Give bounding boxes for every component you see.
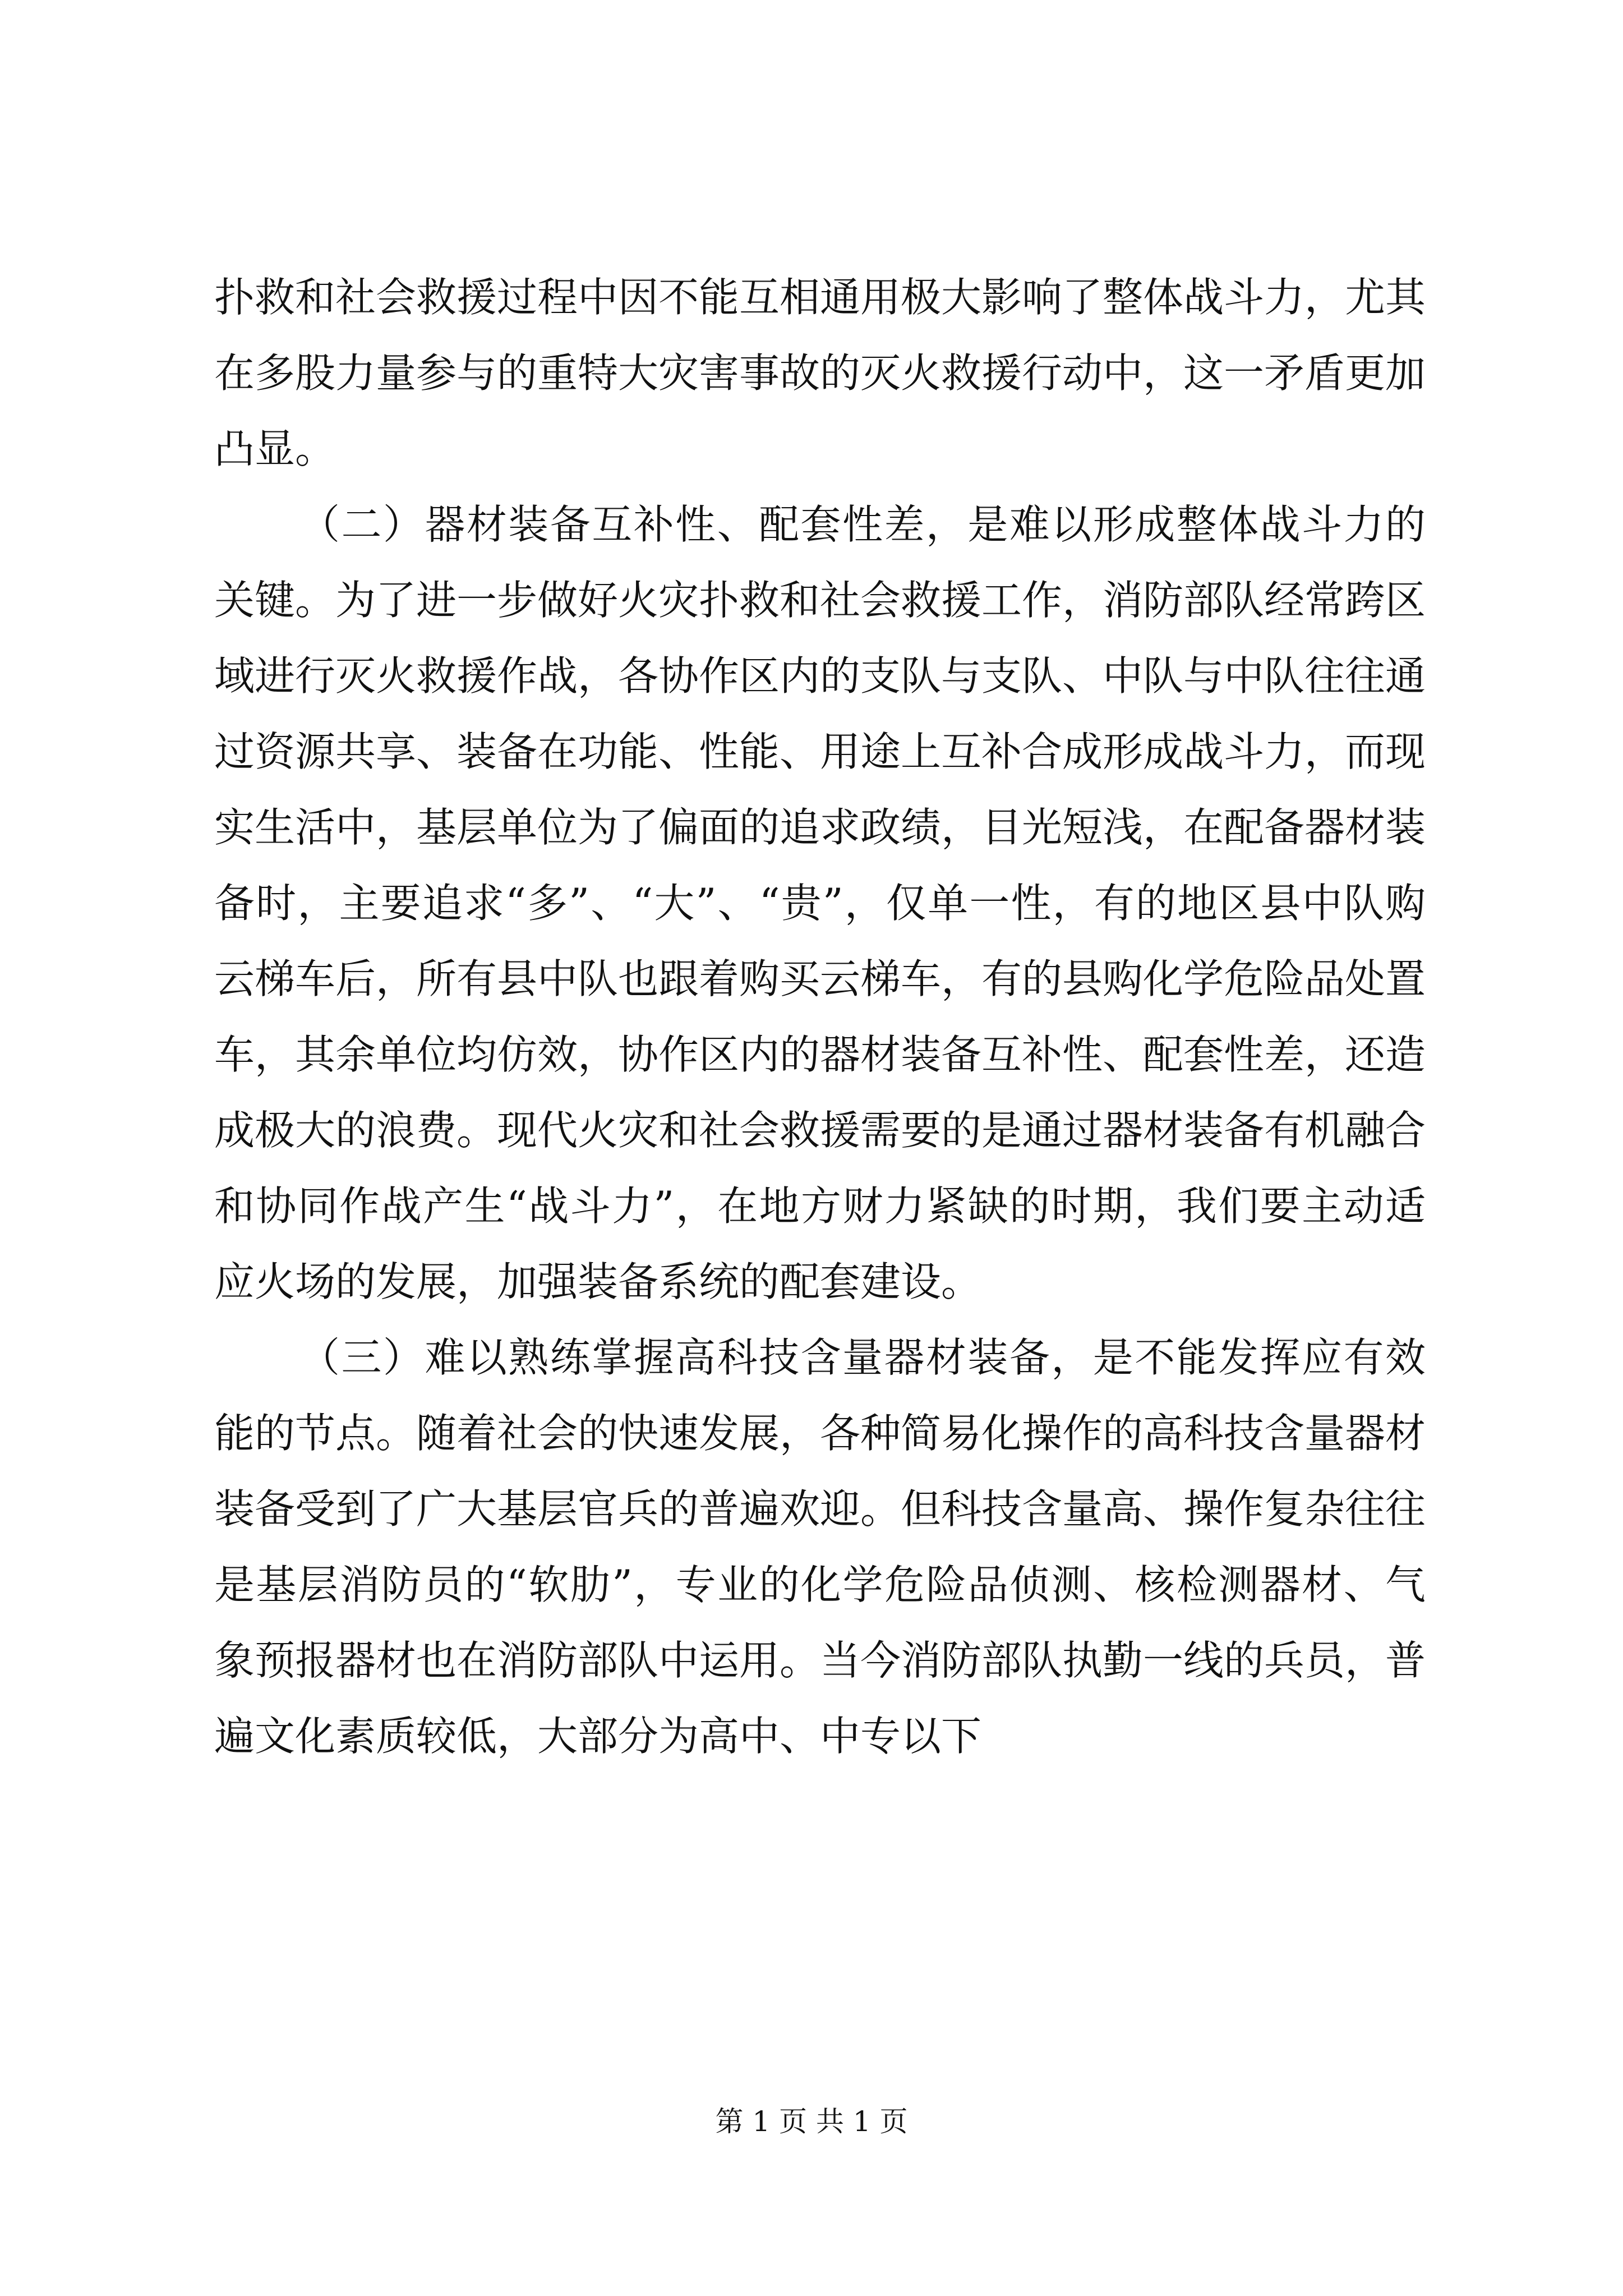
page-number-label: 第 1 页 共 1 页 bbox=[715, 2105, 908, 2138]
paragraph-continuation: 扑救和社会救援过程中因不能互相通用极大影响了整体战斗力，尤其在多股力量参与的重特大灾害事故的灭火救援行动中，这一矛盾更加凸显。 bbox=[214, 274, 1426, 472]
document-body bbox=[214, 260, 1426, 1774]
paragraph-section-3: （三）难以熟练掌握高科技含量器材装备，是不能发挥应有效能的节点。随着社会的快速发展，各种简易化操作的高科技含量器材装备受到了广大基层官兵的普遍欢迎。但科技含量高、操作复杂往往是基层消防员的“软肋”，专业的化学危险品侦测、核检测器材、气象预报器材也在消防部队中运用。当今消防部队执勤一线的兵员，普遍文化素质较低，大部分为高中、中专以下 bbox=[214, 1334, 1426, 1760]
paragraph-section-2: （二）器材装备互补性、配套性差，是难以形成整体战斗力的关键。为了进一步做好火灾扑救和社会救援工作，消防部队经常跨区域进行灭火救援作战，各协作区内的支队与支队、中队与中队往往通过资源共享、装备在功能、性能、用途上互补合成形成战斗力，而现实生活中，基层单位为了偏面的追求政绩，目光短浅，在配备器材装备时，主要追求“多”、“大”、“贵”，仅单一性，有的地区县中队购云梯车后，所有县中队也跟着购买云梯车，有的县购化学危险品处置车，其余单位均仿效，协作区内的器材装备互补性、配套性差，还造成极大的浪费。现代火灾和社会救援需要的是通过器材装备有机融合和协同作战产生“战斗力”，在地方财力紧缺的时期，我们要主动适应火场的发展，加强装备系统的配套建设。 bbox=[214, 501, 1426, 1305]
page-footer bbox=[0, 2105, 1623, 2138]
